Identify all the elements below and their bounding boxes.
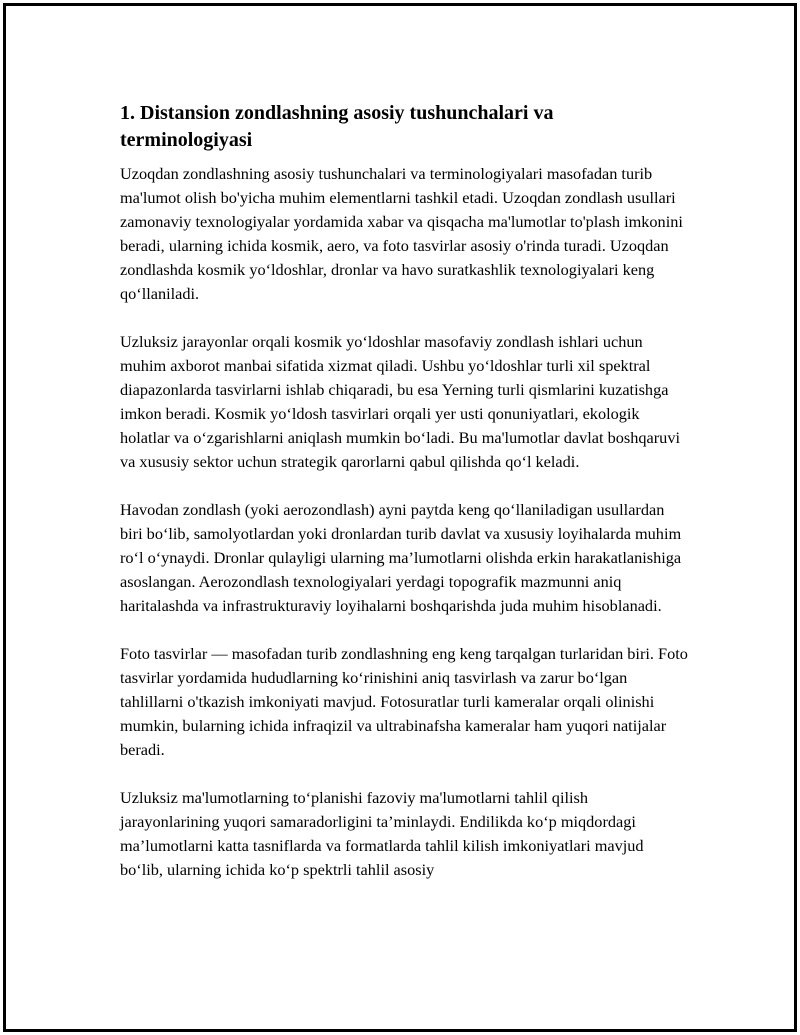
paragraph-5: Uzluksiz ma'lumotlarning to‘planishi fazoviy ma'lumotlarni tahlil qilish jarayonlarining yuqori samaradorligini ta’minlaydi. Endilikda ko‘p miqdordagi ma’lumotlarni katta tasniflarda va formatlarda tahlil kilish imkoniyatlari mavjud bo‘lib, ularning ichida ko‘p spektrli tahlil asosiy <box>120 788 644 879</box>
paragraph-4: Foto tasvirlar — masofadan turib zondlashning eng keng tarqalgan turlaridan biri. Foto tasvirlar yordamida hududlarning ko‘rinishini aniq tasvirlash va zarur bo‘lgan tahlillarni o'tkazish imkoniyati mavjud. Fotosuratlar turli kameralar orqali olinishi mumkin, bularning ichida infraqizil va ultrabinafsha kameralar ham yuqori natijalar beradi. <box>120 644 688 759</box>
paragraph-1: Uzoqdan zondlashning asosiy tushunchalari va terminologiyalari masofadan turib ma'lumot olish bo'yicha muhim elementlarni tashkil etadi. Uzoqdan zondlash usullari zamonaviy texnologiyalar yordamida xabar va qisqacha ma'lumotlar to'plash imkonini beradi, ularning ichida kosmik, aero, va foto tasvirlar asosiy o'rinda turadi. Uzoqdan zondlashda kosmik yo‘ldoshlar, dronlar va havo suratkashlik texnologiyalari keng qo‘llaniladi. <box>120 164 683 303</box>
page-frame <box>3 3 797 1032</box>
section-heading: 1. Distansion zondlashning asosiy tushunchalari va terminologiyasi <box>120 102 554 151</box>
document-body <box>120 100 690 882</box>
paragraph-3: Havodan zondlash (yoki aerozondlash) ayni paytda keng qo‘llaniladigan usullardan biri bo‘lib, samolyotlardan yoki dronlardan turib davlat va xususiy loyihalarda muhim ro‘l o‘ynaydi. Dronlar qulayligi ularning ma’lumotlarni olishda erkin harakatlanishiga asoslangan. Aerozondlash texnologiyalari yerdagi topografik mazmunni aniq haritalashda va infrastrukturaviy loyihalarni boshqarishda juda muhim hisoblanadi. <box>120 500 682 615</box>
paragraph-2: Uzluksiz jarayonlar orqali kosmik yo‘ldoshlar masofaviy zondlash ishlari uchun muhim axborot manbai sifatida xizmat qiladi. Ushbu yo‘ldoshlar turli xil spektral diapazonlarda tasvirlarni ishlab chiqaradi, bu esa Yerning turli qismlarini kuzatishga imkon beradi. Kosmik yo‘ldosh tasvirlari orqali yer usti qonuniyatlari, ekologik holatlar va o‘zgarishlarni aniqlash mumkin bo‘ladi. Bu ma'lumotlar davlat boshqaruvi va xususiy sektor uchun strategik qarorlarni qabul qilishda qo‘l keladi. <box>120 332 680 471</box>
